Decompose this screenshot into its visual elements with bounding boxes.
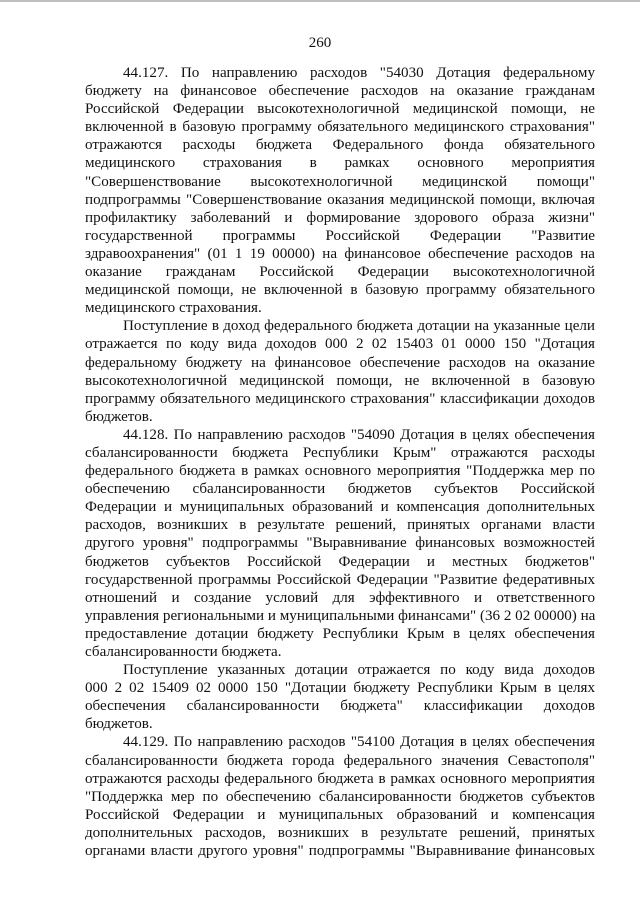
text-line: бюджетов. <box>85 716 153 733</box>
text-line: дополнительных расходов, возникших в результате решений, принятых <box>85 824 595 841</box>
text-line: государственной программы Российской Федерации "Развитие <box>85 227 595 244</box>
page-top-edge <box>0 0 640 2</box>
text-line: отражаются расходы федерального бюджета в рамках основного мероприятия <box>85 770 595 787</box>
text-line: медицинской помощи, не включенной в базовую программу обязательного <box>85 282 595 299</box>
text-line: программу обязательного медицинского страхования" классификации доходов <box>85 390 595 407</box>
document-body <box>85 64 595 860</box>
text-line: федеральному бюджету на финансовое обеспечение расходов на оказание <box>85 354 595 371</box>
text-line: Российской Федерации и муниципальных образований и компенсация <box>85 806 595 823</box>
text-line: бюджету на финансовое обеспечение расходов на оказание гражданам <box>85 83 595 100</box>
text-line: отражаются расходы бюджета Федерального фонда обязательного <box>85 137 595 154</box>
text-line: подпрограммы "Совершенствование оказания медицинской помощи, включая <box>85 191 595 208</box>
text-line: управления региональными и муниципальными финансами" (36 2 02 00000) на <box>85 607 595 624</box>
text-line: 44.129. По направлению расходов "54100 Дотация в целях обеспечения <box>123 734 595 751</box>
paragraph-revenue-15409 <box>85 661 595 733</box>
text-line: сбалансированности бюджета Республики Крым" отражаются расходы <box>85 444 595 461</box>
text-line: медицинского страхования в рамках основного мероприятия <box>85 155 595 172</box>
text-line: "Совершенствование высокотехнологичной медицинской помощи" <box>85 173 595 190</box>
text-line: здравоохранения" (01 1 19 00000) на финансовое обеспечение расходов на <box>85 245 595 262</box>
text-line: включенной в базовую программу обязательного медицинского страхования" <box>85 119 595 136</box>
text-line: сбалансированности бюджета города федерального значения Севастополя" <box>85 752 595 769</box>
text-line: государственной программы Российской Федерации "Развитие федеративных <box>85 571 595 588</box>
text-line: отношений и создание условий для эффективного и ответственного <box>85 589 595 606</box>
text-line: Поступление указанных дотации отражается по коду вида доходов <box>123 662 595 679</box>
text-line: другого уровня" подпрограммы "Выравнивание финансовых возможностей <box>85 535 595 552</box>
paragraph-44-128 <box>85 426 595 661</box>
text-line: профилактику заболеваний и формирование здорового образа жизни" <box>85 209 595 226</box>
text-line: федерального бюджета в рамках основного мероприятия "Поддержка мер по <box>85 463 595 480</box>
text-line: 44.128. По направлению расходов "54090 Дотация в целях обеспечения <box>123 426 595 443</box>
text-line: медицинского страхования. <box>85 300 262 317</box>
text-line: органами власти другого уровня" подпрограммы "Выравнивание финансовых <box>85 843 595 860</box>
text-line: сбалансированности бюджета. <box>85 644 282 660</box>
text-line: высокотехнологичной медицинской помощи, не включенной в базовую <box>85 372 595 389</box>
text-line: отражается по коду вида доходов 000 2 02 15403 01 0000 150 "Дотация <box>85 336 595 353</box>
paragraph-44-129 <box>85 733 595 860</box>
text-line: оказание гражданам Российской Федерации высокотехнологичной <box>85 264 595 281</box>
text-line: расходов, возникших в результате решений, принятых органами власти <box>85 517 595 534</box>
text-line: Российской Федерации высокотехнологичной медицинской помощи, не <box>85 101 595 118</box>
text-line: Поступление в доход федерального бюджета дотации на указанные цели <box>123 318 595 335</box>
text-line: бюджетов субъектов Российской Федерации и местных бюджетов" <box>85 553 595 570</box>
text-line: Федерации и муниципальных образований и компенсация дополнительных <box>85 499 595 516</box>
text-line: обеспечению сбалансированности бюджетов субъектов Российской <box>85 481 595 498</box>
text-line: 000 2 02 15409 02 0000 150 "Дотации бюджету Республики Крым в целях <box>85 680 595 697</box>
text-line: "Поддержка мер по обеспечению сбалансированности бюджетов субъектов <box>85 788 595 805</box>
paragraph-44-127 <box>85 64 595 317</box>
text-line: 44.127. По направлению расходов "54030 Дотация федеральному <box>123 65 595 81</box>
page-number: 260 <box>308 35 332 51</box>
text-line: обеспечения сбалансированности бюджета" классификации доходов <box>85 698 595 715</box>
paragraph-revenue-15403 <box>85 317 595 426</box>
text-line: бюджетов. <box>85 408 153 425</box>
text-line: предоставление дотации бюджету Республики Крым в целях обеспечения <box>85 625 595 642</box>
